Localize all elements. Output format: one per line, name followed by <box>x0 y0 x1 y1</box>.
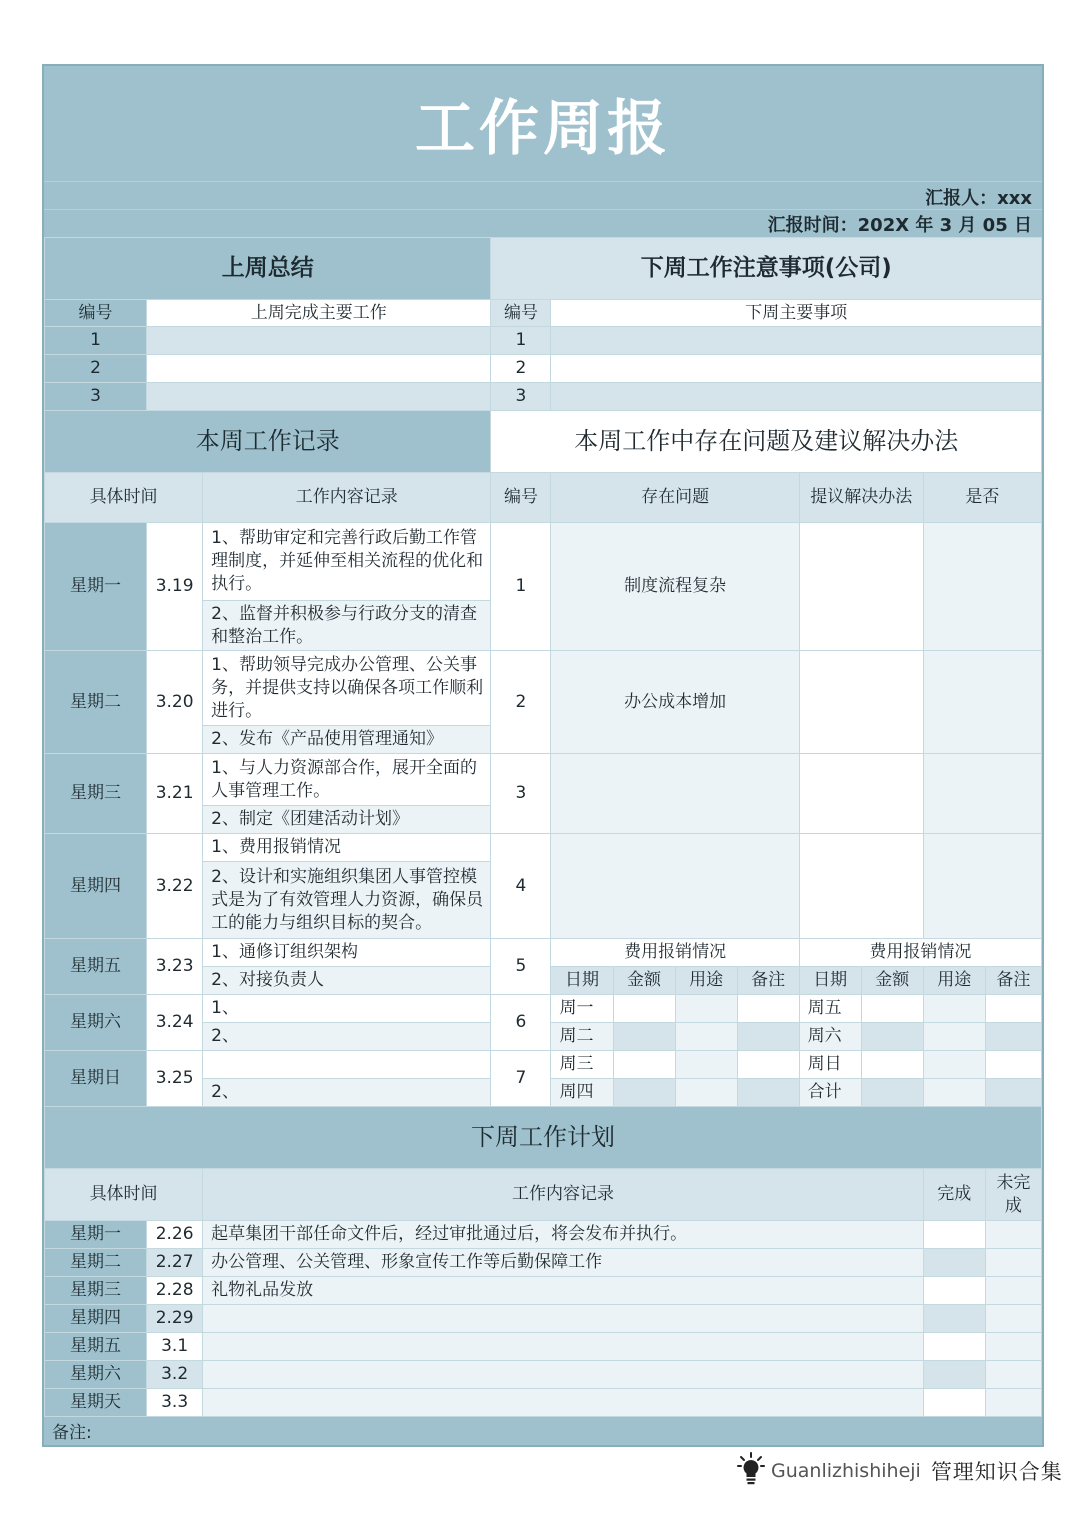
expense-day: 周二 <box>551 1023 613 1051</box>
issue-problem <box>551 754 799 834</box>
report-time: 汇报时间：202X 年 3 月 05 日 <box>767 215 1032 236</box>
plan-done-cell[interactable] <box>923 1361 985 1389</box>
work-item: 1、通修订组织架构 <box>203 939 491 967</box>
next-item-cell[interactable] <box>551 383 1042 411</box>
plan-day: 星期六 <box>45 1361 147 1389</box>
expense-day: 周三 <box>551 1051 613 1079</box>
plan-day: 星期一 <box>45 1221 147 1249</box>
expense-title-left: 费用报销情况 <box>551 939 799 967</box>
plan-undone-cell[interactable] <box>985 1389 1041 1417</box>
plan-done-cell[interactable] <box>923 1221 985 1249</box>
col-content: 工作内容记录 <box>203 473 491 523</box>
plan-undone-cell[interactable] <box>985 1361 1041 1389</box>
row-no: 2 <box>491 355 551 383</box>
work-item: 1、帮助审定和完善行政后勤工作管理制度，并延伸至相关流程的优化和执行。 <box>203 523 491 601</box>
col-solution: 提议解决办法 <box>799 473 923 523</box>
plan-done-cell[interactable] <box>923 1333 985 1361</box>
expense-cell[interactable] <box>923 1079 985 1107</box>
expense-cell[interactable] <box>613 1023 675 1051</box>
last-week-heading: 上周总结 <box>45 238 491 300</box>
expense-cell[interactable] <box>737 1051 799 1079</box>
weekly-report-sheet <box>42 64 1044 1447</box>
work-item: 2、 <box>203 1079 491 1107</box>
plan-col-time: 具体时间 <box>45 1169 203 1221</box>
issue-problem: 制度流程复杂 <box>551 523 799 651</box>
issues-heading: 本周工作中存在问题及建议解决办法 <box>491 411 1042 473</box>
next-item-cell[interactable] <box>551 327 1042 355</box>
issue-no: 1 <box>491 523 551 651</box>
expense-cell[interactable] <box>613 1079 675 1107</box>
work-item: 2、制定《团建活动计划》 <box>203 806 491 834</box>
day-label: 星期四 <box>45 834 147 939</box>
work-item: 1、与人力资源部合作，展开全面的人事管理工作。 <box>203 754 491 806</box>
plan-day: 星期二 <box>45 1249 147 1277</box>
work-item: 2、 <box>203 1023 491 1051</box>
plan-content: 办公管理、公关管理、形象宣传工作等后勤保障工作 <box>203 1249 924 1277</box>
day-date: 3.20 <box>147 651 203 754</box>
next-item-cell[interactable] <box>551 355 1042 383</box>
expense-cell[interactable] <box>985 995 1041 1023</box>
brand-en: Guanlizhishiheji <box>771 1460 921 1482</box>
lightbulb-icon <box>737 1452 765 1490</box>
plan-day: 星期三 <box>45 1277 147 1305</box>
issue-no: 6 <box>491 995 551 1051</box>
issue-yesno[interactable] <box>923 651 1041 754</box>
issue-no: 2 <box>491 651 551 754</box>
issue-solution[interactable] <box>799 834 923 939</box>
col-issue-no: 编号 <box>491 473 551 523</box>
next-plan-heading: 下周工作计划 <box>45 1107 1042 1169</box>
expense-cell[interactable] <box>737 1023 799 1051</box>
plan-date: 2.27 <box>147 1249 203 1277</box>
plan-date: 2.28 <box>147 1277 203 1305</box>
day-label: 星期三 <box>45 754 147 834</box>
expense-title-right: 费用报销情况 <box>799 939 1041 967</box>
col-time: 具体时间 <box>45 473 203 523</box>
expense-cell[interactable] <box>985 1023 1041 1051</box>
work-item: 2、监督并积极参与行政分支的清查和整治工作。 <box>203 601 491 651</box>
plan-content: 礼物礼品发放 <box>203 1277 924 1305</box>
expense-col-purpose: 用途 <box>675 967 737 995</box>
last-work-cell[interactable] <box>147 383 491 411</box>
plan-done-cell[interactable] <box>923 1249 985 1277</box>
plan-date: 3.1 <box>147 1333 203 1361</box>
issue-no: 3 <box>491 754 551 834</box>
row-no: 2 <box>45 355 147 383</box>
plan-col-done: 完成 <box>923 1169 985 1221</box>
work-item: 2、设计和实施组织集团人事管控模式是为了有效管理人力资源，确保员工的能力与组织目标的契合。 <box>203 862 491 939</box>
expense-col-purpose: 用途 <box>923 967 985 995</box>
expense-col-note: 备注 <box>737 967 799 995</box>
work-item <box>203 1051 491 1079</box>
plan-content <box>203 1333 924 1361</box>
expense-day: 周四 <box>551 1079 613 1107</box>
day-date: 3.19 <box>147 523 203 651</box>
expense-cell[interactable] <box>675 1051 737 1079</box>
issue-no: 7 <box>491 1051 551 1107</box>
plan-content <box>203 1305 924 1333</box>
expense-col-amount: 金额 <box>613 967 675 995</box>
plan-content <box>203 1361 924 1389</box>
last-work-cell[interactable] <box>147 355 491 383</box>
issue-yesno[interactable] <box>923 754 1041 834</box>
col-last-work: 上周完成主要工作 <box>147 300 491 327</box>
plan-date: 2.29 <box>147 1305 203 1333</box>
expense-cell[interactable] <box>861 1051 923 1079</box>
plan-done-cell[interactable] <box>923 1277 985 1305</box>
issue-yesno[interactable] <box>923 523 1041 651</box>
expense-cell[interactable] <box>861 1079 923 1107</box>
expense-cell[interactable] <box>613 995 675 1023</box>
expense-cell[interactable] <box>923 1051 985 1079</box>
row-no: 3 <box>45 383 147 411</box>
plan-undone-cell[interactable] <box>985 1333 1041 1361</box>
day-date: 3.25 <box>147 1051 203 1107</box>
brand-footer <box>737 1452 1063 1490</box>
issue-yesno[interactable] <box>923 834 1041 939</box>
expense-cell[interactable] <box>675 1079 737 1107</box>
expense-day: 合计 <box>799 1079 861 1107</box>
expense-cell[interactable] <box>985 1051 1041 1079</box>
plan-date: 3.2 <box>147 1361 203 1389</box>
expense-cell[interactable] <box>985 1079 1041 1107</box>
plan-undone-cell[interactable] <box>985 1249 1041 1277</box>
plan-day: 星期四 <box>45 1305 147 1333</box>
day-date: 3.21 <box>147 754 203 834</box>
brand-cn: 管理知识合集 <box>930 1460 1063 1484</box>
expense-cell[interactable] <box>861 995 923 1023</box>
day-label: 星期二 <box>45 651 147 754</box>
expense-day: 周五 <box>799 995 861 1023</box>
plan-date: 2.26 <box>147 1221 203 1249</box>
expense-cell[interactable] <box>737 1079 799 1107</box>
reporter: 汇报人：xxx <box>925 188 1032 209</box>
plan-undone-cell[interactable] <box>985 1221 1041 1249</box>
plan-col-undone: 未完成 <box>985 1169 1041 1221</box>
row-no: 1 <box>45 327 147 355</box>
col-no: 编号 <box>45 300 147 327</box>
expense-cell[interactable] <box>861 1023 923 1051</box>
issue-no: 5 <box>491 939 551 995</box>
plan-done-cell[interactable] <box>923 1389 985 1417</box>
issue-solution[interactable] <box>799 523 923 651</box>
this-week-heading: 本周工作记录 <box>45 411 491 473</box>
day-date: 3.23 <box>147 939 203 995</box>
plan-day: 星期五 <box>45 1333 147 1361</box>
expense-day: 周一 <box>551 995 613 1023</box>
col-yesno: 是否 <box>923 473 1041 523</box>
plan-day: 星期天 <box>45 1389 147 1417</box>
report-title: 工作周报 <box>44 66 1042 182</box>
remark-label: 备注: <box>52 1423 92 1443</box>
issue-problem <box>551 834 799 939</box>
expense-col-date: 日期 <box>551 967 613 995</box>
issue-solution[interactable] <box>799 651 923 754</box>
work-item: 1、费用报销情况 <box>203 834 491 862</box>
expense-cell[interactable] <box>675 995 737 1023</box>
divider <box>44 209 1042 210</box>
plan-content: 起草集团干部任命文件后，经过审批通过后，将会发布并执行。 <box>203 1221 924 1249</box>
expense-day: 周日 <box>799 1051 861 1079</box>
row-no: 1 <box>491 327 551 355</box>
work-item: 2、对接负责人 <box>203 967 491 995</box>
day-label: 星期六 <box>45 995 147 1051</box>
col-next-item: 下周主要事项 <box>551 300 1042 327</box>
day-label: 星期一 <box>45 523 147 651</box>
expense-col-note: 备注 <box>985 967 1041 995</box>
issue-problem: 办公成本增加 <box>551 651 799 754</box>
plan-done-cell[interactable] <box>923 1305 985 1333</box>
plan-date: 3.3 <box>147 1389 203 1417</box>
issue-solution[interactable] <box>799 754 923 834</box>
next-notice-heading: 下周工作注意事项(公司) <box>491 238 1042 300</box>
expense-cell[interactable] <box>923 995 985 1023</box>
work-item: 1、帮助领导完成办公管理、公关事务，并提供支持以确保各项工作顺利进行。 <box>203 651 491 726</box>
day-date: 3.22 <box>147 834 203 939</box>
plan-content <box>203 1389 924 1417</box>
report-table <box>44 237 1042 1417</box>
last-work-cell[interactable] <box>147 327 491 355</box>
col-no: 编号 <box>491 300 551 327</box>
plan-col-content: 工作内容记录 <box>203 1169 924 1221</box>
expense-cell[interactable] <box>675 1023 737 1051</box>
expense-col-amount: 金额 <box>861 967 923 995</box>
plan-undone-cell[interactable] <box>985 1277 1041 1305</box>
day-date: 3.24 <box>147 995 203 1051</box>
col-problem: 存在问题 <box>551 473 799 523</box>
plan-undone-cell[interactable] <box>985 1305 1041 1333</box>
issue-no: 4 <box>491 834 551 939</box>
day-label: 星期五 <box>45 939 147 995</box>
day-label: 星期日 <box>45 1051 147 1107</box>
expense-cell[interactable] <box>737 995 799 1023</box>
expense-cell[interactable] <box>613 1051 675 1079</box>
work-item: 1、 <box>203 995 491 1023</box>
work-item: 2、发布《产品使用管理通知》 <box>203 726 491 754</box>
expense-day: 周六 <box>799 1023 861 1051</box>
row-no: 3 <box>491 383 551 411</box>
expense-cell[interactable] <box>923 1023 985 1051</box>
expense-col-date: 日期 <box>799 967 861 995</box>
